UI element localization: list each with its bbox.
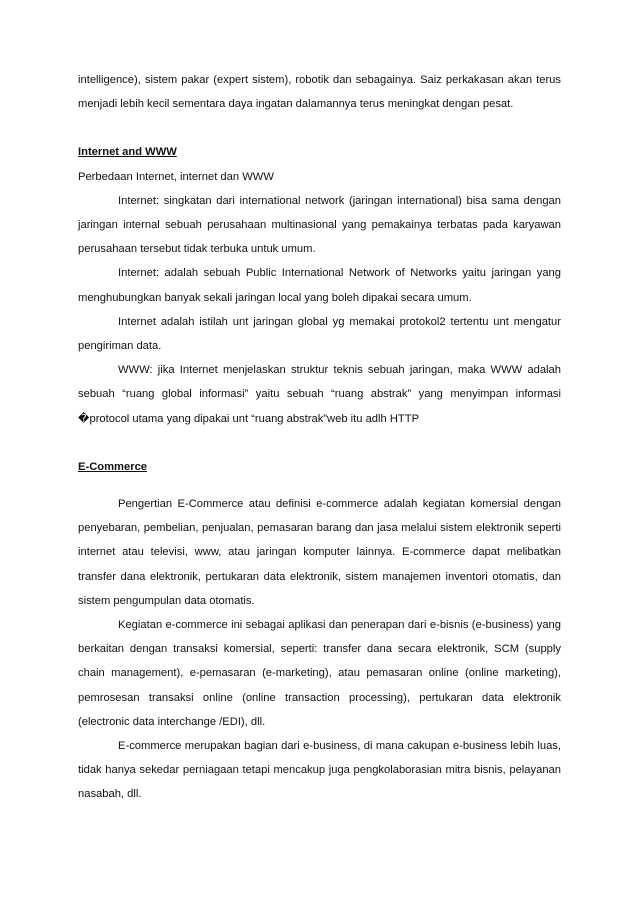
section-heading-ecommerce: E-Commerce xyxy=(78,460,148,473)
paragraph-ecommerce-2: Kegiatan e-commerce ini sebagai aplikasi dan penerapan dari e-bisnis (e-business) yang berkaitan dengan transaksi komersial, seperti: transfer dana secara elektronik, SCM (supply chain management), e-pemasaran (e-marketing), atau pemasaran online (online marketing), pemrosesan transaksi online (online transaction processing), pertukaran data elektronik (electronic data interchange /EDI), dll. xyxy=(78,619,561,728)
document-page xyxy=(78,68,561,807)
paragraph-internet-3: Internet adalah istilah unt jaringan global yg memakai protokol2 tertentu unt mengatur pengiriman data. xyxy=(78,315,561,353)
spacer xyxy=(78,116,561,140)
intro-paragraph: intelligence), sistem pakar (expert sistem), robotik dan sebagainya. Saiz perkakasan akan terus menjadi lebih kecil sementara daya ingatan dalamannya terus meningkat dengan pesat. xyxy=(78,74,561,111)
paragraph-ecommerce-1: Pengertian E-Commerce atau definisi e-commerce adalah kegiatan komersial dengan penyebaran, pembelian, penjualan, pemasaran barang dan jasa melalui sistem elektronik seperti internet atau televisi, www, atau jaringan komputer lainnya. E-commerce dapat melibatkan transfer dana elektronik, pertukaran data elektronik, sistem manajemen inventori otomatis, dan sistem pengumpulan data otomatis. xyxy=(78,498,561,607)
paragraph-internet-2: Internet: adalah sebuah Public International Network of Networks yaitu jaringan yang menghubungkan banyak sekali jaringan local yang boleh dipakai secara umum. xyxy=(78,267,561,304)
paragraph-internet-4: WWW: jika Internet menjelaskan struktur teknis sebuah jaringan, maka WWW adalah sebuah “ruang global informasi” yaitu sebuah “ruang abstrak” yang menyimpan informasi �protocol utama yang dipakai unt “ruang abstrak”web itu adlh HTTP xyxy=(78,364,561,425)
spacer xyxy=(78,431,561,455)
spacer xyxy=(78,479,561,492)
section-heading-internet: Internet and WWW xyxy=(78,146,177,159)
paragraph-ecommerce-3: E-commerce merupakan bagian dari e-business, di mana cakupan e-business lebih luas, tidak hanya sekedar perniagaan tetapi mencakup juga pengkolaborasian mitra bisnis, pelayanan nasabah, dll. xyxy=(78,740,561,801)
section-subheading-internet: Perbedaan Internet, internet dan WWW xyxy=(78,170,274,183)
paragraph-internet-1: Internet: singkatan dari international network (jaringan international) bisa sama dengan jaringan internal sebuah perusahaan multinasional yang pemakainya terbatas pada karyawan perusahaan tersebut tidak terbuka untuk umum. xyxy=(78,194,561,256)
